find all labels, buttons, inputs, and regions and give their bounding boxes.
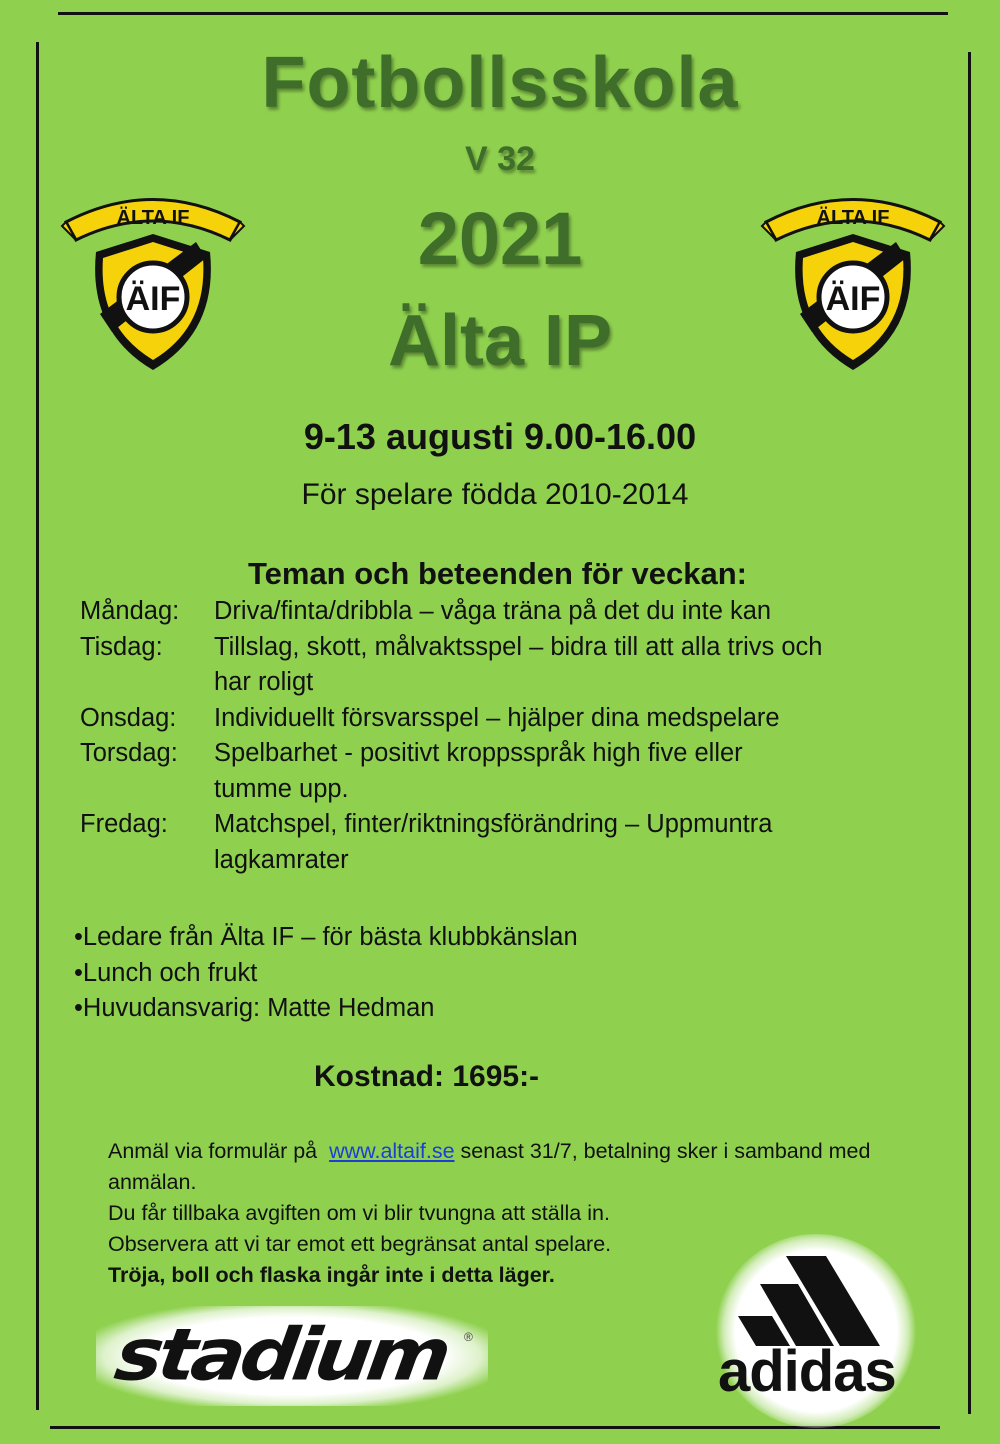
theme-row-wednesday (80, 701, 880, 737)
day-theme: Driva/finta/dribbla – våga träna på det du inte kan (214, 597, 772, 625)
alta-if-badge-icon (758, 182, 948, 382)
alta-if-badge-icon (58, 182, 248, 382)
limited-note: Observera att vi tar emot ett begränsat antal spelare. (108, 1232, 612, 1256)
week-label: V 32 (465, 140, 535, 178)
theme-row-monday (80, 594, 880, 630)
adidas-logo (716, 1234, 916, 1428)
day-theme: Matchspel, finter/riktningsförändring – Uppmuntra lagkamrater (214, 810, 773, 874)
signup-suffix: senast 31/7, betalning sker i samband med anmälan. (108, 1139, 871, 1194)
dates-and-times: 9-13 augusti 9.00-16.00 (303, 416, 697, 457)
adidas-wordmark: adidas (718, 1339, 896, 1404)
stadium-logo (96, 1306, 488, 1406)
list-item: •Huvudansvarig: Matte Hedman (74, 994, 435, 1022)
day-theme: Individuellt försvarsspel – hjälper dina medspelare (214, 703, 780, 732)
adidas-stripes-icon (738, 1256, 908, 1346)
refund-note: Du får tillbaka avgiften om vi blir tvungna att ställa in. (108, 1201, 610, 1225)
theme-row-thursday (80, 736, 880, 807)
svg-text:ÄLTA IF: ÄLTA IF (816, 207, 890, 229)
svg-text:ÄIF: ÄIF (125, 280, 181, 318)
not-included-note: Tröja, boll och flaska ingår inte i detta läger. (108, 1263, 555, 1287)
themes-heading: Teman och beteenden för veckan: (248, 556, 747, 591)
list-item: •Lunch och frukt (74, 958, 258, 987)
top-border-line (58, 12, 948, 15)
cost-label: Kostnad: 1695:- (314, 1060, 540, 1093)
year-label: 2021 (417, 197, 583, 280)
birth-years: För spelare födda 2010-2014 (301, 478, 689, 511)
day-theme: Spelbarhet - positivt kroppsspråk high five eller tumme upp. (214, 739, 743, 803)
theme-row-tuesday (80, 630, 880, 701)
signup-link[interactable]: www.altaif.se (329, 1139, 455, 1163)
svg-text:ÄLTA IF: ÄLTA IF (116, 207, 190, 229)
day-label: Onsdag: (80, 703, 177, 732)
poster-title: Fotbollsskola (261, 43, 739, 123)
day-label: Måndag: (80, 597, 180, 625)
svg-text:ÄIF: ÄIF (825, 280, 881, 318)
signup-prefix: Anmäl via formulär på (108, 1139, 318, 1163)
venue-label: Älta IP (387, 301, 613, 381)
stadium-wordmark: stadium (110, 1312, 452, 1397)
day-label: Torsdag: (80, 739, 178, 767)
list-item: •Ledare från Älta IF – för bästa klubbkänslan (74, 923, 578, 951)
feature-list (74, 920, 578, 1027)
theme-row-friday (80, 807, 880, 878)
day-label: Tisdag: (80, 632, 163, 661)
day-theme: Tillslag, skott, målvaktsspel – bidra till att alla trivs och har roligt (214, 632, 823, 696)
signup-line (108, 1136, 918, 1198)
day-label: Fredag: (80, 810, 168, 838)
registered-mark: ® (464, 1330, 473, 1344)
weekly-themes-table (80, 594, 880, 878)
